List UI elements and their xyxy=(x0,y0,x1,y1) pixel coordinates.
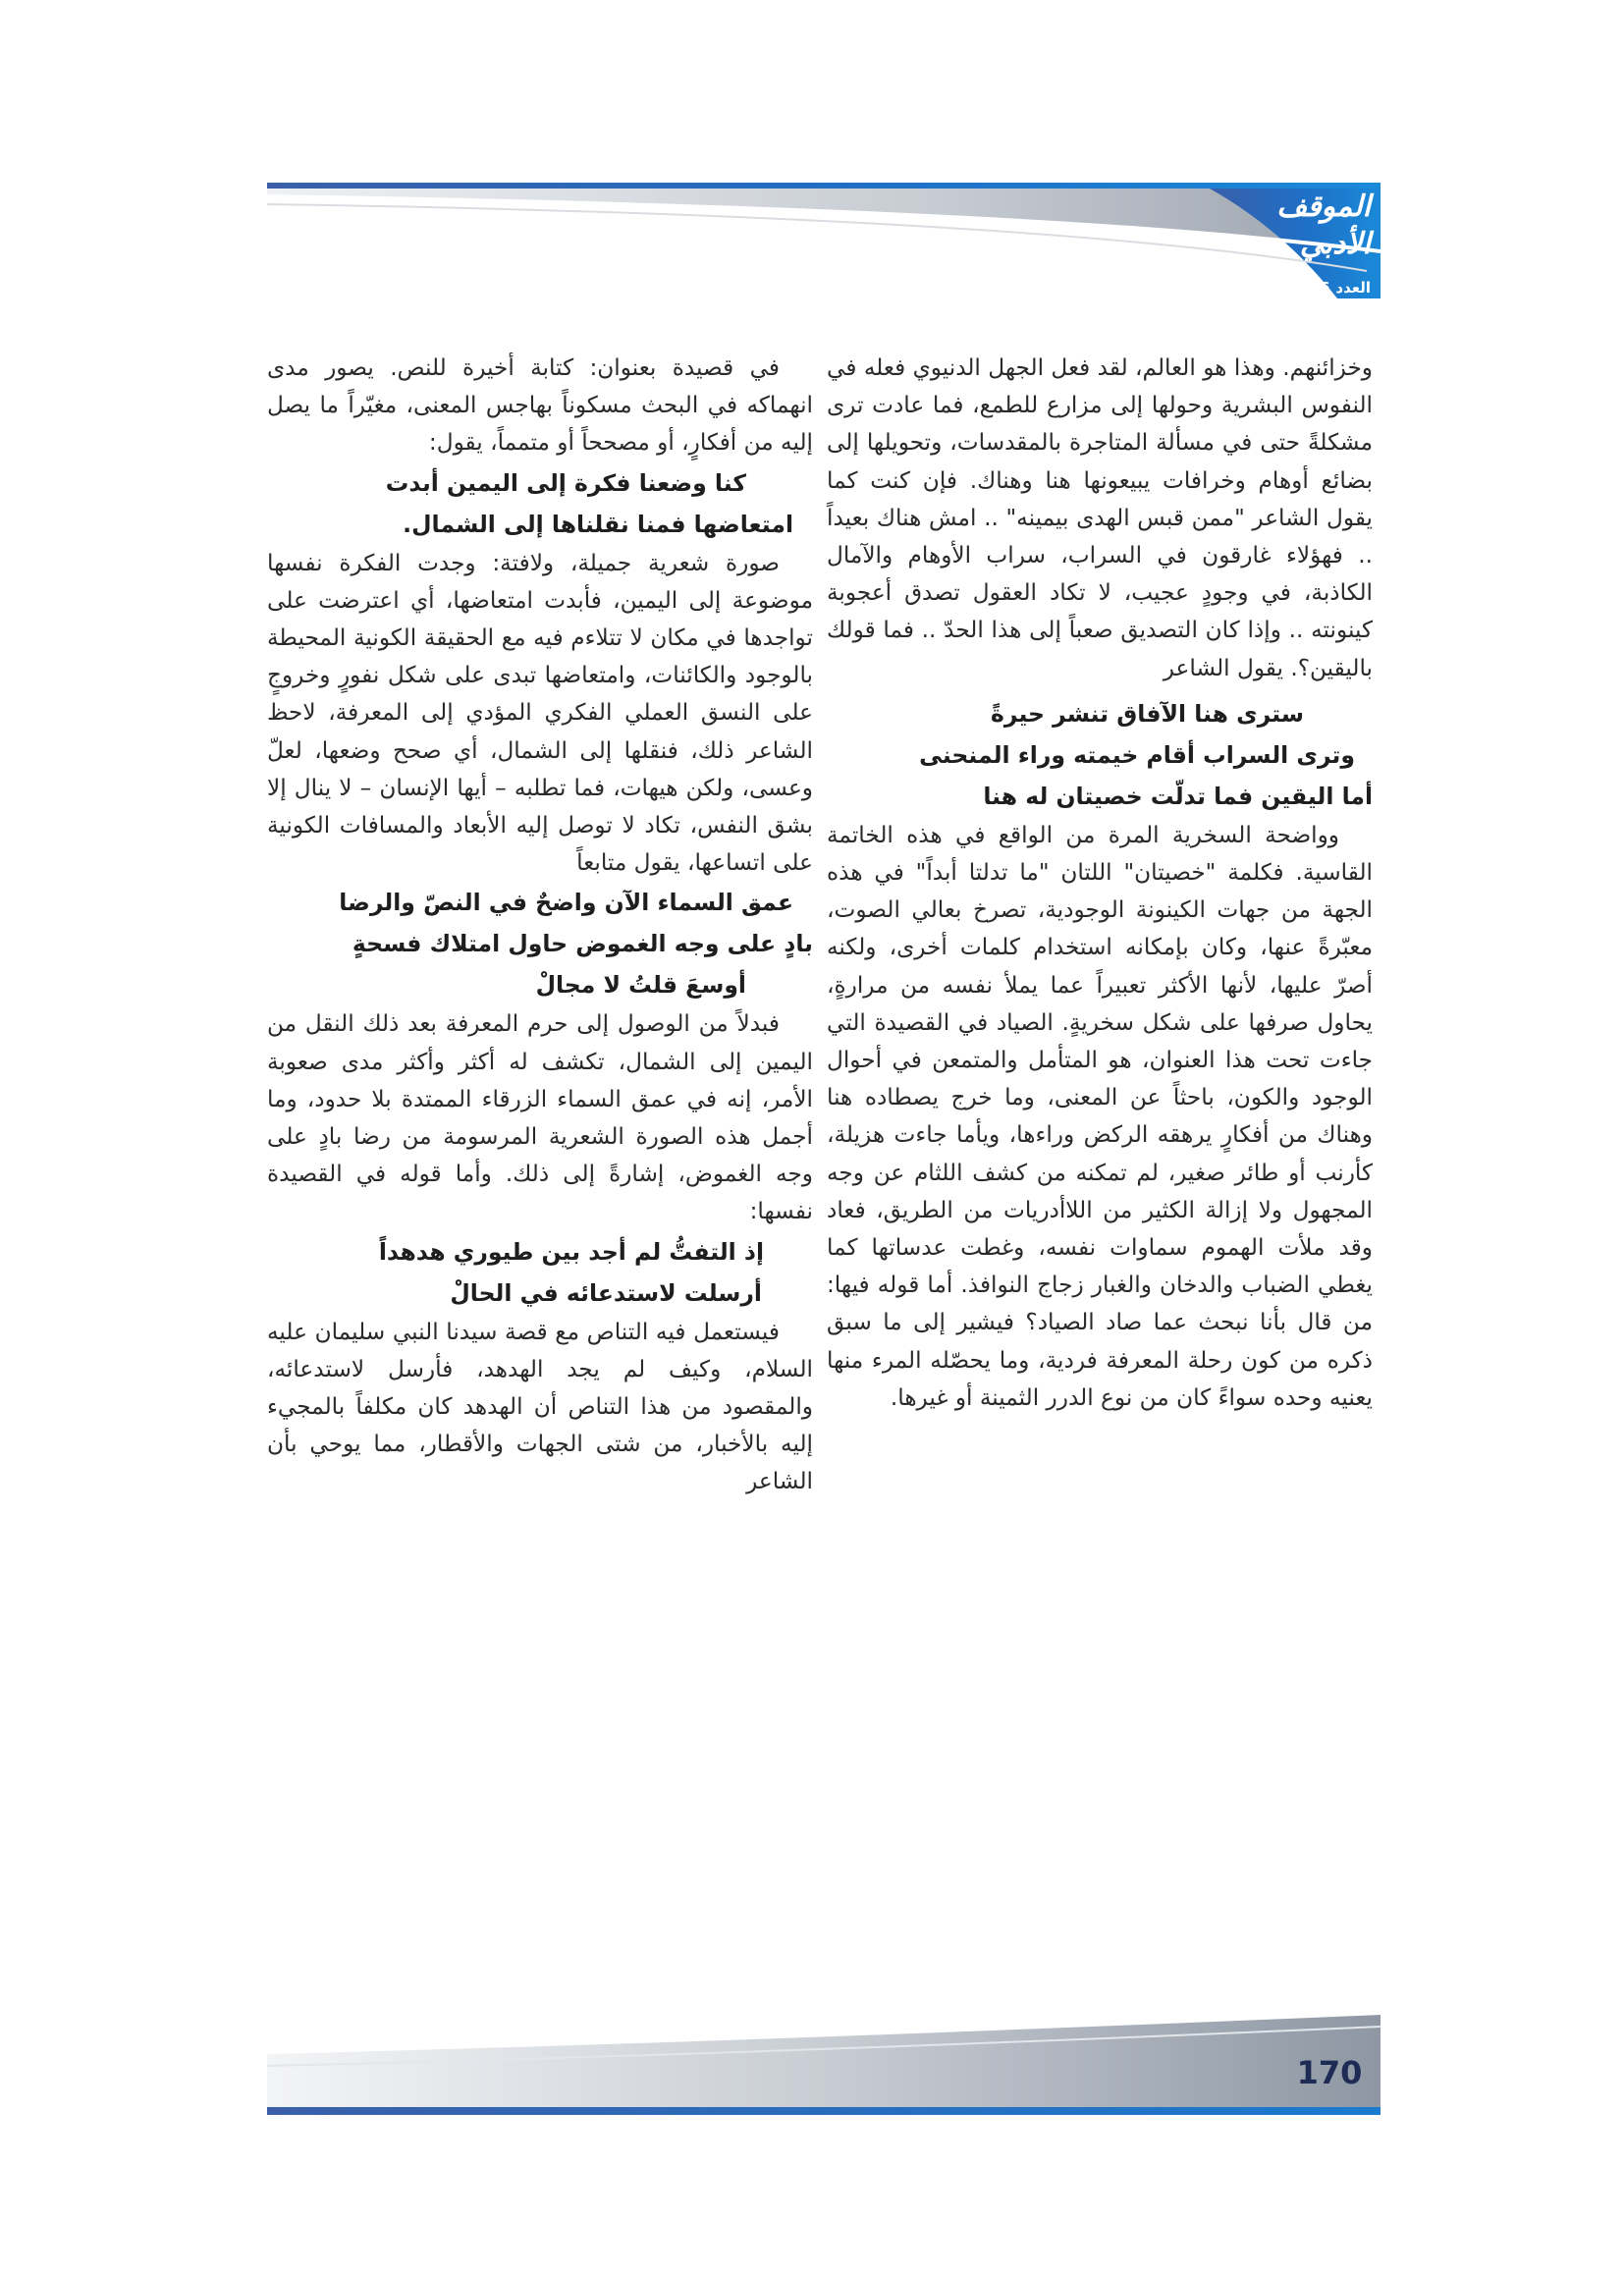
paragraph: في قصيدة بعنوان: كتابة أخيرة للنص. يصور مدى انهماكه في البحث مسكوناً بهاجس المعنى، مغيّراً ما يصل إليه من أفكارٍ، أو مصححاً أو متمماً، يقول: xyxy=(267,354,813,457)
poem-verse: بادٍ على وجه الغموض حاول امتلاك فسحةٍ xyxy=(352,930,813,958)
article-column-right xyxy=(827,350,1373,1417)
footer-band xyxy=(267,2013,1380,2115)
article-column-left xyxy=(267,350,813,1501)
page-number: 170 xyxy=(1296,2054,1363,2091)
poem-verse: كنا وضعنا فكرة إلى اليمين أبدت xyxy=(385,468,746,497)
paragraph: صورة شعرية جميلة، ولافتة: وجدت الفكرة نفسها موضوعة إلى اليمين، فأبدت امتعاضها، أي اعترضت على تواجدها في مكان لا تتلاءم فيه مع الحقيقة الكونية المحيطة بالوجود والكائنات، وامتعاضها تبدى على شكل نفورٍ وخروجٍ على النسق العملي الفكري المؤدي إلى المعرفة، لاحظ الشاعر ذلك، فنقلها إلى الشمال، أي صحح وضعها، لعلّ وعسى، ولكن هيهات، فما تطلبه – أيها الإنسان – لا ينال إلا بشق النفس، تكاد لا توصل إليه الأبعاد والمسافات الكونية على اتساعها، يقول متابعاً xyxy=(267,549,813,877)
paragraph: فيستعمل فيه التناص مع قصة سيدنا النبي سليمان عليه السلام، وكيف لم يجد الهدهد، فأرسل لاستدعائه، والمقصود من هذا التناص أن الهدهد كان مكلفاً بالمجيء إليه بالأخبار، من شتى الجهات والأقطار، مما يوحي بأن الشاعر xyxy=(267,1318,813,1495)
masthead-brand xyxy=(1210,189,1375,297)
footer-swoosh-graphic xyxy=(267,2013,1380,2115)
issue-info xyxy=(1210,277,1375,298)
poem-verse: أرسلت لاستدعائه في الحالْ xyxy=(450,1278,762,1307)
poem-verse: عمق السماء الآن واضحٌ في النصّ والرضا xyxy=(339,889,793,917)
issue-date: - آب/ 2017 xyxy=(1210,279,1294,297)
poem-verse: أوسعَ قلتُ لا مجالْ xyxy=(535,971,746,1000)
issue-label: العدد xyxy=(1335,279,1371,297)
paragraph: وواضحة السخرية المرة من الواقع في هذه الخاتمة القاسية. فكلمة "خصيتان" اللتان "ما تدلتا أبداً" في هذه الجهة من جهات الكينونة الوجودية، تصرخ بعالي الصوت، معبّرةً عنها، وكان بإمكانه استخدام كلمات أخرى، ولكنه أصرّ عليها، لأنها الأكثر تعبيراً عما يملأ نفسه من مرارةٍ، يحاول صرفها على شكل سخريةٍ. الصياد في القصيدة التي جاءت تحت هذا العنوان، هو المتأمل والمتمعن في أحوال الوجود والكون، باحثاً عن المعنى، وما خرج يصطاده هنا وهناك من أفكارٍ يرهقه الركض وراءها، ويأما جاءت هزيلة، كأرنب أو طائر صغير، لم تمكنه من كشف اللثام عن وجه المجهول ولا إزالة الكثير من اللاأدريات من الطريق، فعاد وقد ملأت الهموم سماوات نفسه، وغطت عدساتها كما يغطي الضباب والدخان والغبار زجاج النوافذ. أما قوله فيها: من قال بأنا نبحث عما صاد الصياد؟ فيشير إلى ما سبق ذكره من كون رحلة المعرفة فردية، وما يحصّله المرء منها يعنيه وحده سواءً كان من نوع الدرر الثمينة أو غيرها. xyxy=(827,821,1373,1411)
poem-verse: وترى السراب أقام خيمته وراء المنحنى xyxy=(919,740,1355,769)
paragraph: وخزائنهم. وهذا هو العالم، لقد فعل الجهل الدنيوي فعله في النفوس البشرية وحولها إلى مزارع للطمع، فما عادت ترى مشكلةً حتى في مسألة المتاجرة بالمقدسات، وتحويلها إلى بضائع أوهام وخرافات يبيعونها هنا وهناك. فإن كنت كما يقول الشاعر "ممن قبس الهدى بيمينه" .. امش هناك بعيداً .. فهؤلاء غارقون في السراب، سراب الأوهام والآمال الكاذبة، في وجودٍ عجيب، لا تكاد العقول تصدق أعجوبة كينونته .. وإذا كان التصديق صعباً إلى هذا الحدّ .. فما قولك باليقين؟. يقول الشاعر xyxy=(827,354,1373,681)
issue-number: 556 xyxy=(1299,279,1330,297)
poem-verse: امتعاضها فمنا نقلناها إلى الشمال. xyxy=(403,510,793,538)
poem-verse: إذ التفتُّ لم أجد بين طيوري هدهداً xyxy=(378,1237,764,1266)
poem-verse: سترى هنا الآفاق تنشر حيرةً xyxy=(990,699,1304,728)
masthead-logo: الموقف الأدبي xyxy=(1276,190,1371,261)
paragraph: فبدلاً من الوصول إلى حرم المعرفة بعد ذلك النقل من اليمين إلى الشمال، تكشف له أكثر وأكثر مدى صعوبة الأمر، إنه في عمق السماء الزرقاء الممتدة بلا حدود، وما أجمل هذه الصورة الشعرية المرسومة من رضا بادٍ على وجه الغموض، إشارةً إلى ذلك. وأما قوله في القصيدة نفسها: xyxy=(267,1010,813,1225)
poem-verse: أما اليقين فما تدلّت خصيتان له هنا xyxy=(983,782,1373,810)
